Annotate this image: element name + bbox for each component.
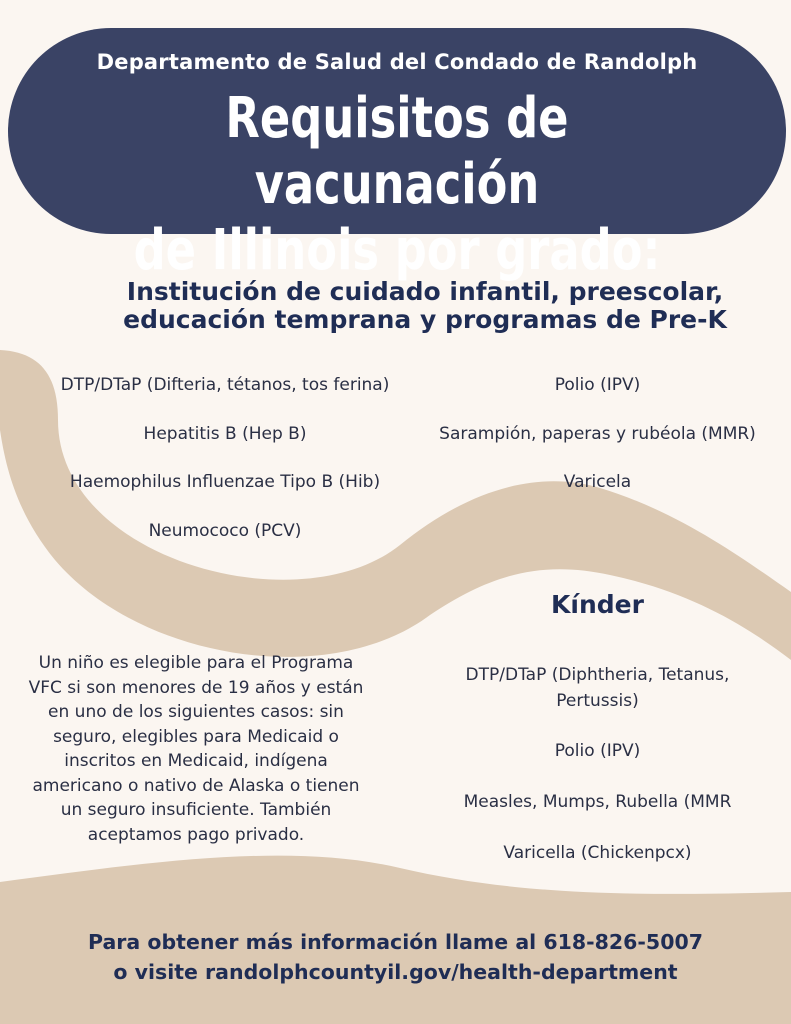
prek-vaccine-hib: Haemophilus Influenzae Tipo B (Hib)	[69, 472, 381, 492]
prek-vaccine-varicela: Varicela	[563, 472, 632, 492]
kinder-vaccine-dtp: DTP/DTaP (Diphtheria, Tetanus, Pertussis)	[465, 665, 730, 711]
prek-heading-line-1: Institución de cuidado infantil, preescolar,	[126, 277, 724, 306]
title-line-1: Requisitos de vacunación	[225, 86, 569, 217]
kinder-heading: Kínder	[551, 590, 644, 619]
prek-vaccine-mmr: Sarampión, paperas y rubéola (MMR)	[439, 424, 756, 444]
department-name: Departamento de Salud del Condado de Randolph	[96, 50, 698, 74]
page-title	[8, 86, 786, 284]
kinder-vaccine-varicella: Varicella (Chickenpcx)	[503, 843, 692, 863]
footer-phone-line: Para obtener más información llame al 618-826-5007	[88, 930, 703, 954]
prek-vaccine-dtp: DTP/DTaP (Difteria, tétanos, tos ferina)	[60, 375, 390, 395]
prek-vaccine-hepb: Hepatitis B (Hep B)	[143, 424, 307, 444]
prek-section-heading	[95, 278, 755, 334]
prek-heading-line-2: educación temprana y programas de Pre-K	[123, 305, 727, 334]
prek-vaccine-pcv: Neumococo (PCV)	[148, 521, 302, 541]
kinder-vaccine-mmr: Measles, Mumps, Rubella (MMR	[463, 792, 732, 812]
prek-vaccine-polio: Polio (IPV)	[554, 375, 641, 395]
kinder-vaccine-polio: Polio (IPV)	[554, 741, 641, 761]
title-line-2: de Illinois por grado:	[133, 218, 661, 283]
footer-website-line: o visite randolphcountyil.gov/health-department	[113, 960, 678, 984]
vfc-eligibility-note: Un niño es elegible para el Programa VFC si son menores de 19 años y están en uno de los siguientes casos: sin seguro, elegibles para Medicaid o inscritos en Medicaid, indígena americano o nativo de Alaska o tienen un seguro insuficiente. También aceptamos pago privado.	[28, 653, 364, 845]
